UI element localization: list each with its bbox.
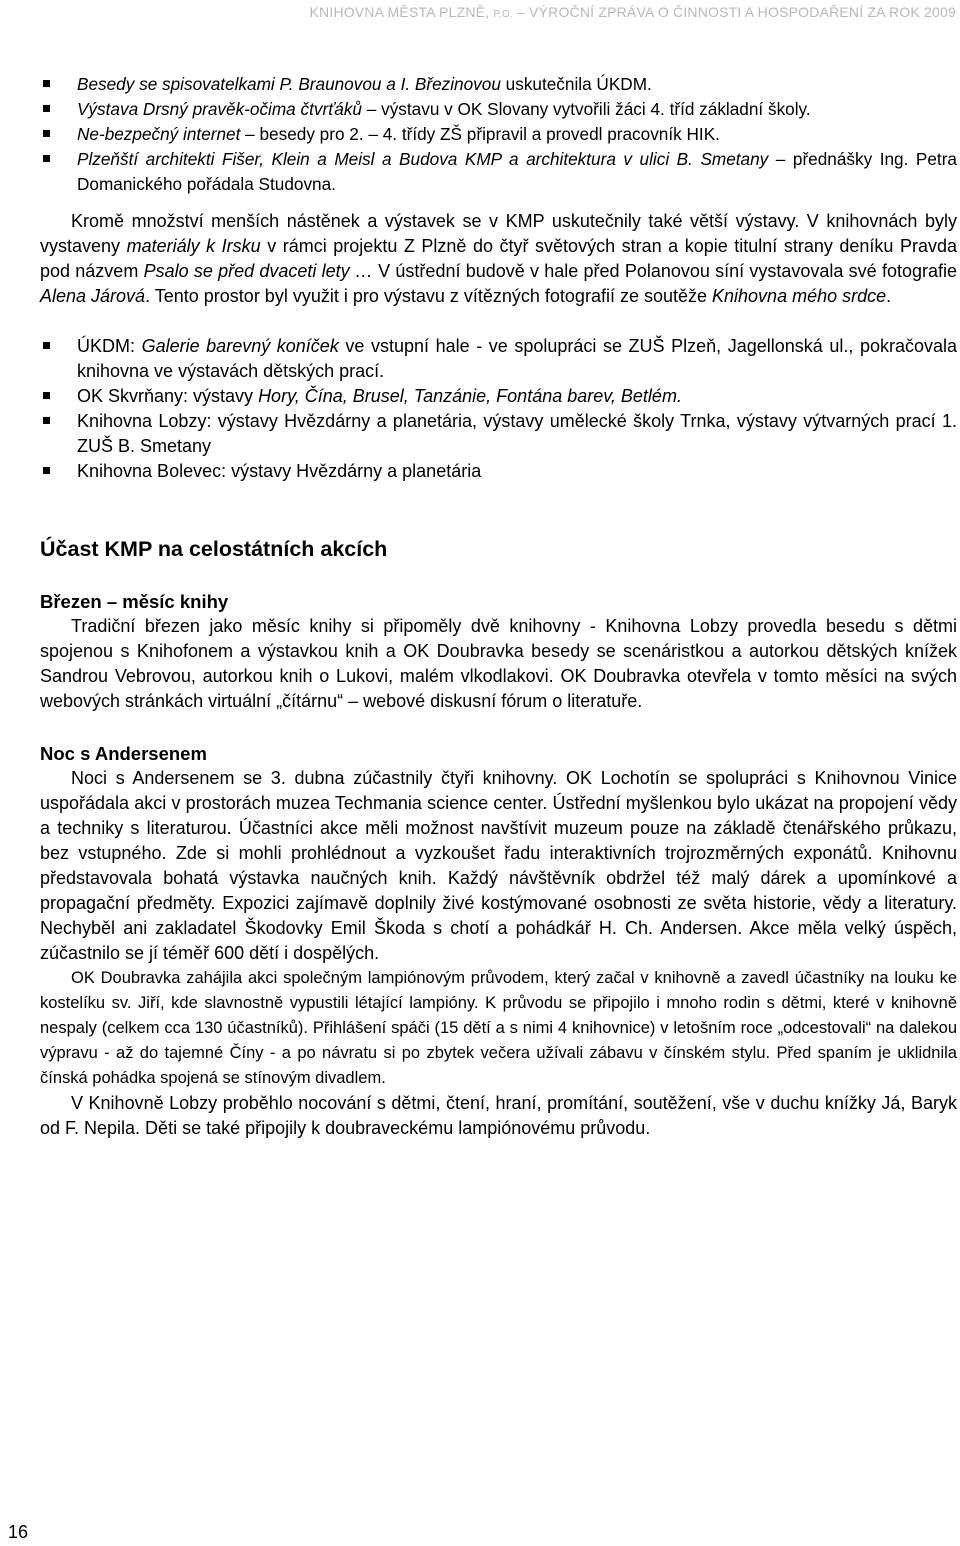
event-description: – přednášky Ing. Petra Domanického pořádala Studovna. <box>77 149 957 194</box>
text-run: Knihovna Bolevec: výstavy Hvězdárny a planetária <box>77 461 482 481</box>
events-list <box>40 72 957 197</box>
event-description: uskutečnila ÚKDM. <box>500 74 652 94</box>
header-part-1: KNIHOVNA MĚSTA PLZNĚ, <box>309 4 494 20</box>
header-part-3: – VÝROČNÍ ZPRÁVA O ČINNOSTI A HOSPODAŘENÍ ZA ROK 2009 <box>512 4 956 20</box>
text-run: ÚKDM: <box>77 336 142 356</box>
andersen-paragraph-1: Noci s Andersenem se 3. dubna zúčastnily čtyři knihovny. OK Lochotín se spolupráci s Knihovnou Vinice uspořádala akci v prostorách muzea Techmania science center. Ústřední myšlenkou bylo ukázat na propojení vědy a techniky s literaturou. Účastníci akce měli možnost navštívit muzeum pouze na základě čtenářského průkazu, bez vstupného. Zde si mohli prohlédnout a vyzkoušet řadu interaktivních trojrozměrných exponátů. Knihovnu představovala bohatá výstavka naučných knih. Každý návštěvník obdržel též malý dárek a upomínkové a propagační předměty. Expozici zajímavě doplnily živé kostýmované osobnosti ze světa historie, vědy a literatury. Nechyběl ani zakladatel Škodovky Emil Škoda s chotí a pohádkář H. Ch. Andersen. Akce měla velký úspěch, zúčastnilo se jí téměř 600 dětí i dospělých. <box>40 768 957 963</box>
event-description: – výstavu v OK Slovany vytvořili žáci 4. tříd základní školy. <box>362 99 811 119</box>
text-run: v rámci projektu Z Plzně do čtyř světových stran a kopie titulní strany deníku Pravda pod názvem <box>40 236 958 281</box>
page-body <box>40 72 957 1141</box>
text-run: V ústřední budově v hale před Polanovou síní vystavovala své fotografie <box>372 261 957 281</box>
exhibitions-paragraph <box>40 209 957 309</box>
page-number: 16 <box>8 1522 29 1542</box>
andersen-paragraph-2: OK Doubravka zahájila akci společným lampiónovým průvodem, který začal v knihovně a zavedl účastníky na louku ke kostelíku sv. Jiří, kde slavnostně vypustili létající lampióny. K průvodu se připojilo i mnoho rodin s dětmi, které v knihovně nespaly (celkem cca 130 účastníků). Přihlášení spáči (15 dětí a s nimi 4 knihovnice) v letošním roce „odcestovali“ na dalekou výpravu - až do tajemné Číny - a po návratu si po zbytek večera užívali zábavu v čínském stylu. Před spaním je uklidnila čínská pohádka spojená se stínovým divadlem. <box>40 969 957 1087</box>
andersen-paragraph-3: V Knihovně Lobzy proběhlo nocování s dětmi, čtení, hraní, promítání, soutěžení, vše v duchu knížky Já, Baryk od F. Nepila. Děti se také připojily k doubraveckému lampiónovému průvodu. <box>40 1093 957 1138</box>
event-title: Plzeňští architekti Fišer, Klein a Meisl a Budova KMP a architektura v ulici B. Smetany <box>77 149 769 169</box>
italic-run: materiály k Irsku <box>126 236 261 256</box>
italic-run: Galerie barevný koníček <box>141 336 339 356</box>
list-item <box>40 72 957 97</box>
list-item <box>40 409 957 459</box>
text-run: . <box>886 286 892 306</box>
text-run: . Tento prostor byl využit i pro výstavu z vítězných fotografií ze soutěže <box>145 286 713 306</box>
header-part-2: P.O. <box>493 9 513 20</box>
italic-run: Knihovna mého srdce <box>712 286 887 306</box>
running-header <box>310 4 957 20</box>
andersen-heading: Noc s Andersenem <box>40 743 207 764</box>
march-paragraph: Tradiční březen jako měsíc knihy si připoměly dvě knihovny - Knihovna Lobzy provedla besedu s dětmi spojenou s Knihofonem a výstavkou knih a OK Doubravka besedy se scenáristkou a autorkou dětských knížek Sandrou Vebrovou, autorkou knih o Lukovi, malém vlkodlakovi. OK Doubravka otevřela v tomto měsíci na svých webových stránkách virtuální „čítárnu“ – webové diskusní fórum o literatuře. <box>40 616 957 711</box>
italic-run: Alena Járová <box>40 286 146 306</box>
event-title: Ne-bezpečný internet <box>77 124 241 144</box>
list-item <box>40 459 957 484</box>
section-title: Účast KMP na celostátních akcích <box>40 537 388 561</box>
text-run: ve vstupní hale - ve spolupráci se ZUŠ Plzeň, Jagellonská ul., pokračovala knihovna ve výstavách dětských prací. <box>77 336 957 381</box>
list-item <box>40 384 957 409</box>
march-heading: Březen – měsíc knihy <box>40 591 229 612</box>
italic-run: Psalo se před dvaceti lety … <box>143 261 373 281</box>
text-run: OK Skvrňany: výstavy <box>77 386 259 406</box>
list-item <box>40 147 957 197</box>
event-description: – besedy pro 2. – 4. třídy ZŠ připravil a provedl pracovník HIK. <box>240 124 720 144</box>
list-item <box>40 334 957 384</box>
event-title: Výstava Drsný pravěk-očima čtvrťáků <box>77 99 362 119</box>
text-run: Kromě množství menších nástěnek a výstavek se v KMP uskutečnily také větší výstavy. V knihovnách byly vystaveny <box>40 211 957 256</box>
italic-run: Hory, Čína, Brusel, Tanzánie, Fontána barev, Betlém. <box>258 386 682 406</box>
list-item <box>40 122 957 147</box>
text-run: Knihovna Lobzy: výstavy Hvězdárny a planetária, výstavy umělecké školy Trnka, výstavy výtvarných prací 1. ZUŠ B. Smetany <box>77 411 957 456</box>
event-title: Besedy se spisovatelkami P. Braunovou a I. Březinovou <box>77 74 501 94</box>
list-item <box>40 97 957 122</box>
branch-exhibitions-list <box>40 334 957 484</box>
